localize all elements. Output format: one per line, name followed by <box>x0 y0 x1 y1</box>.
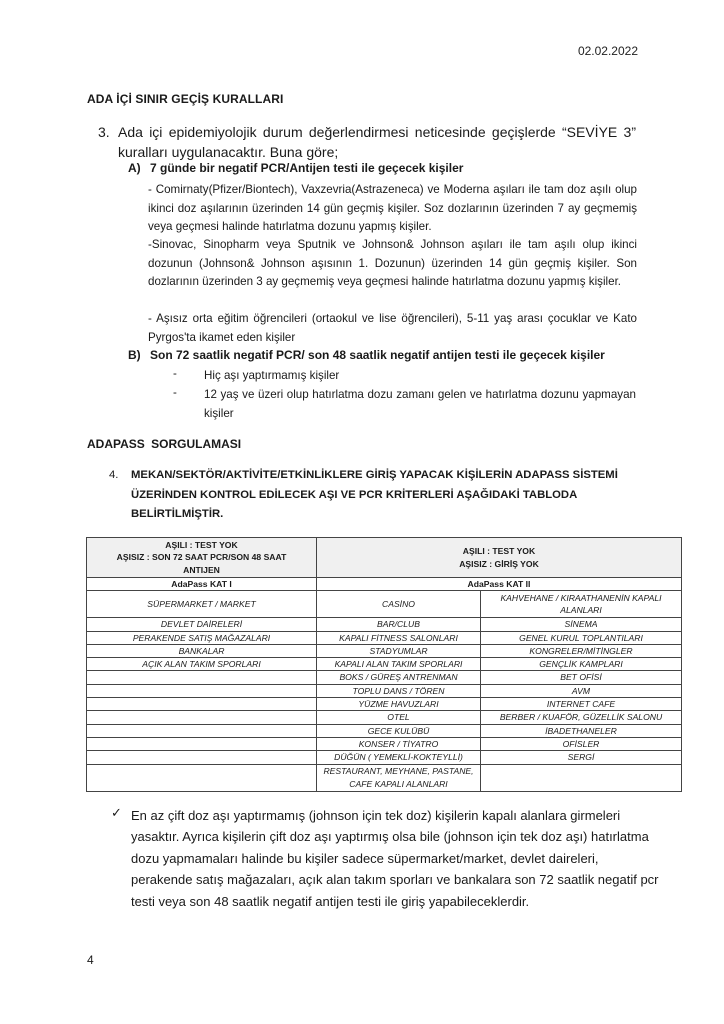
table-row <box>87 684 682 697</box>
table-cell <box>481 764 682 791</box>
table-row <box>87 644 682 657</box>
bullet-text: 12 yaş ve üzeri olup hatırlatma dozu zamanı gelen ve hatırlatma dozunu yapmayan kişiler <box>204 388 636 420</box>
table-row <box>87 698 682 711</box>
section-title-adapass: ADAPASS SORGULAMASI <box>87 437 242 451</box>
sub-item-a-paragraph-2: -Sinovac, Sinopharm veya Sputnik ve Johnson& Johnson aşıları ile tam aşılı olup ikinci dozunun (Johnson& Johnson aşısının 1. Dozunun) üzerinden 14 gün geçmiş kişiler. Son dozlarının üzerinden 3 ay geçmemiş veya geçmesi halinde hatırlatma dozunu yapmış kişiler. <box>148 238 637 289</box>
table-cell: KAHVEHANE / KIRAATHANENİN KAPALI ALANLARI <box>481 591 682 618</box>
page-number: 4 <box>87 953 94 967</box>
table-cell: KAPALI FİTNESS SALONLARI <box>317 631 481 644</box>
table-cell: CASİNO <box>317 591 481 618</box>
sub-item-title: Son 72 saatlik negatif PCR/ son 48 saatlik negatif antijen testi ile geçecek kişiler <box>150 348 605 362</box>
table-cell: SÜPERMARKET / MARKET <box>87 591 317 618</box>
table-cell: GENÇLİK KAMPLARI <box>481 658 682 671</box>
table-row <box>87 711 682 724</box>
kat1-label: AdaPass KAT I <box>87 578 317 591</box>
header-cell-kat2-criteria <box>317 538 682 578</box>
table-cell: BET OFİSİ <box>481 671 682 684</box>
bullet-dash: - <box>173 386 177 399</box>
table-cell: INTERNET CAFE <box>481 698 682 711</box>
table-row <box>87 724 682 737</box>
table-cell <box>87 724 317 737</box>
table-row <box>87 764 682 791</box>
table-cell: PERAKENDE SATIŞ MAĞAZALARI <box>87 631 317 644</box>
table-cell <box>87 737 317 750</box>
table-cell: GENEL KURUL TOPLANTILARI <box>481 631 682 644</box>
sub-item-a-paragraph-3: - Aşısız orta eğitim öğrencileri (ortaokul ve lise öğrencileri), 5-11 yaş arası çocuklar ve Kato Pyrgos'ta ikamet eden kişiler <box>148 312 637 344</box>
table-cell <box>87 764 317 791</box>
table-cell: SİNEMA <box>481 618 682 631</box>
table-cell: SERGİ <box>481 751 682 764</box>
table-cell: DEVLET DAİRELERİ <box>87 618 317 631</box>
item-3-text: Ada içi epidemiyolojik durum değerlendirmesi neticesinde geçişlerde “SEVİYE 3” kuralları uygulanacaktır. Buna göre; <box>118 124 636 160</box>
table-cell: OFİSLER <box>481 737 682 750</box>
table-cell: AVM <box>481 684 682 697</box>
table-row <box>87 618 682 631</box>
table-cell: AÇIK ALAN TAKIM SPORLARI <box>87 658 317 671</box>
table-cell: RESTAURANT, MEYHANE, PASTANE, CAFE KAPALI ALANLARI <box>317 764 481 791</box>
table-cell: DÜĞÜN ( YEMEKLİ-KOKTEYLLİ) <box>317 751 481 764</box>
table-cell: BOKS / GÜREŞ ANTRENMAN <box>317 671 481 684</box>
table-row <box>87 658 682 671</box>
sub-item-a-paragraph-1: - Comirnaty(Pfizer/Biontech), Vaxzevria(Astrazeneca) ve Moderna aşıları ile tam doz aşılı olup ikinci doz aşılarının üzerinden 14 gün geçmiş kişiler. Soz dozlarının üzerinden 7 ay geçmemiş veya geçmesi halinde hatırlatma dozunu yapmış kişiler. <box>148 183 637 234</box>
document-date: 02.02.2022 <box>577 44 638 58</box>
section-title-border-rules: ADA İÇİ SINIR GEÇİŞ KURALLARI <box>87 92 284 106</box>
table-cell <box>87 671 317 684</box>
header-line: ANTIJEN <box>183 564 220 575</box>
table-row <box>87 751 682 764</box>
item-4-text: MEKAN/SEKTÖR/AKTİVİTE/ETKİNLİKLERE GİRİŞ YAPACAK KİŞİLERİN ADAPASS SİSTEMİ ÜZERİNDEN KONTROL EDİLECEK AŞI VE PCR KRİTERLERİ AŞAĞIDAKİ TABLODA BELİRTİLMİŞTİR. <box>131 469 618 520</box>
sub-item-label: A) <box>128 161 141 175</box>
table-cell: KONSER / TİYATRO <box>317 737 481 750</box>
table-cell <box>87 684 317 697</box>
table-cell <box>87 711 317 724</box>
header-line: AŞILI : TEST YOK <box>165 540 238 551</box>
table-cell: BAR/CLUB <box>317 618 481 631</box>
table-row <box>87 671 682 684</box>
table-cell: TOPLU DANS / TÖREN <box>317 684 481 697</box>
table-cell: OTEL <box>317 711 481 724</box>
sub-item-title: 7 günde bir negatif PCR/Antijen testi ile geçecek kişiler <box>150 161 464 175</box>
bullet-dash: - <box>173 367 177 380</box>
bullet-text: Hiç aşı yaptırmamış kişiler <box>204 369 340 382</box>
closing-note-paragraph: En az çift doz aşı yaptırmamış (johnson için tek doz) kişilerin kapalı alanlara girmeleri yasaktır. Ayrıca kişilerin çift doz aşı yaptırmış olsa bile (johnson için tek doz aşı) hatırlatma dozu yapmamaları halinde bu kişiler sadece süpermarket/market, devlet daireleri, perakende satış mağazaları, açık alan takım sporları ve bankalara son 72 saatlik negatif pcr testi veya son 48 saatlik negatif antijen testi ile giriş yapabileceklerdir. <box>131 808 659 909</box>
header-line: AŞISIZ : SON 72 SAAT PCR/SON 48 SAAT <box>116 552 287 563</box>
table-cell: STADYUMLAR <box>317 644 481 657</box>
table-cell: BERBER / KUAFÖR, GÜZELLİK SALONU <box>481 711 682 724</box>
table-cell: KONGRELER/MİTİNGLER <box>481 644 682 657</box>
header-cell-kat1-criteria <box>87 538 317 578</box>
table-cell: İBADETHANELER <box>481 724 682 737</box>
header-line: AŞILI : TEST YOK <box>462 546 536 557</box>
item-number: 4. <box>109 469 119 481</box>
adapass-category-table <box>86 537 682 792</box>
item-number: 3. <box>98 124 110 140</box>
table-cell: KAPALI ALAN TAKIM SPORLARI <box>317 658 481 671</box>
kat2-label: AdaPass KAT II <box>317 578 682 591</box>
header-line: AŞISIZ : GİRİŞ YOK <box>459 558 539 569</box>
table-row <box>87 737 682 750</box>
item-3-paragraph <box>98 122 636 162</box>
table-cell: BANKALAR <box>87 644 317 657</box>
table-row <box>87 631 682 644</box>
table-cell: YÜZME HAVUZLARI <box>317 698 481 711</box>
table-cell <box>87 698 317 711</box>
sub-item-label: B) <box>128 348 141 362</box>
table-row <box>87 591 682 618</box>
table-cell: GECE KULÜBÜ <box>317 724 481 737</box>
table-cell <box>87 751 317 764</box>
item-4-paragraph <box>109 466 641 525</box>
checkmark-icon: ✓ <box>111 805 122 820</box>
